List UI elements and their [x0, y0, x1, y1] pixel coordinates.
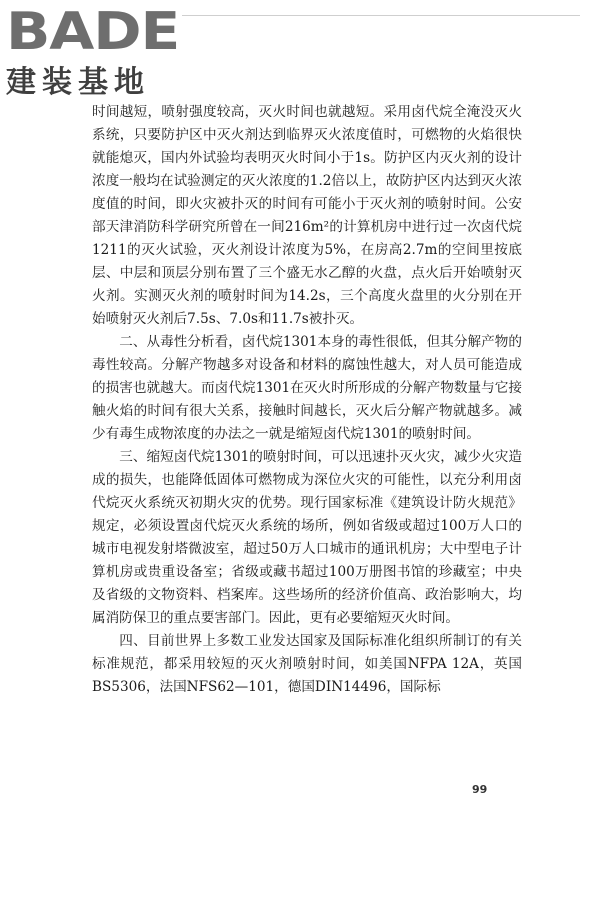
paragraph-1: 时间越短，喷射强度较高，灭火时间也就越短。采用卤代烷全淹没灭火系统，只要防护区中灭火剂达到临界灭火浓度值时，可燃物的火焰很快就能熄灭，国内外试验均表明灭火时间小于1s。防护区内灭火剂的设计浓度一般均在试验测定的灭火浓度的1.2倍以上，故防护区内达到灭火浓度值的时间，即火灾被扑灭的时间有可能小于灭火剂的喷射时间。公安部天津消防科学研究所曾在一间216m²的计算机房中进行过一次卤代烷1211的灭火试验，灭火剂设计浓度为5%，在房高2.7m的空间里按底层、中层和顶层分别布置了三个盛无水乙醇的火盘，点火后开始喷射灭火剂。实测灭火剂的喷射时间为14.2s，三个高度火盘里的火分别在开始喷射灭火剂后7.5s、7.0s和11.7s被扑灭。: [92, 104, 522, 327]
document-body: [92, 101, 522, 699]
page-number: 99: [472, 783, 488, 796]
paragraph-4: 四、目前世界上多数工业发达国家及国际标准化组织所制订的有关标准规范，都采用较短的灭火剂喷射时间，如美国NFPA 12A，英国BS5306，法国NFS62—101，德国DIN14496，国际标: [92, 633, 522, 695]
logo-wordmark: BADE: [6, 2, 180, 62]
logo-subtitle: 建装基地: [6, 65, 150, 100]
paragraph-3: 三、缩短卤代烷1301的喷射时间，可以迅速扑灭火灾，减少火灾造成的损失，也能降低固体可燃物成为深位火灾的可能性，以充分利用卤代烷灭火系统灭初期火灾的优势。现行国家标准《建筑设计防火规范》规定，必须设置卤代烷灭火系统的场所，例如省级或超过100万人口的城市电视发射塔微波室，超过50万人口城市的通讯机房；大中型电子计算机房或贵重设备室；省级或藏书超过100万册图书馆的珍藏室；中央及省级的文物资料、档案库。这些场所的经济价值高、政治影响大，均属消防保卫的重点要害部门。因此，更有必要缩短灭火时间。: [92, 449, 522, 626]
header-divider: [182, 15, 580, 16]
paragraph-2: 二、从毒性分析看，卤代烷1301本身的毒性很低，但其分解产物的毒性较高。分解产物越多对设备和材料的腐蚀性越大，对人员可能造成的损害也就越大。而卤代烷1301在灭火时所形成的分解产物数量与它接触火焰的时间有很大关系，接触时间越长，灭火后分解产物就越多。减少有毒生成物浓度的办法之一就是缩短卤代烷1301的喷射时间。: [92, 334, 522, 442]
bade-logo: [6, 2, 180, 106]
